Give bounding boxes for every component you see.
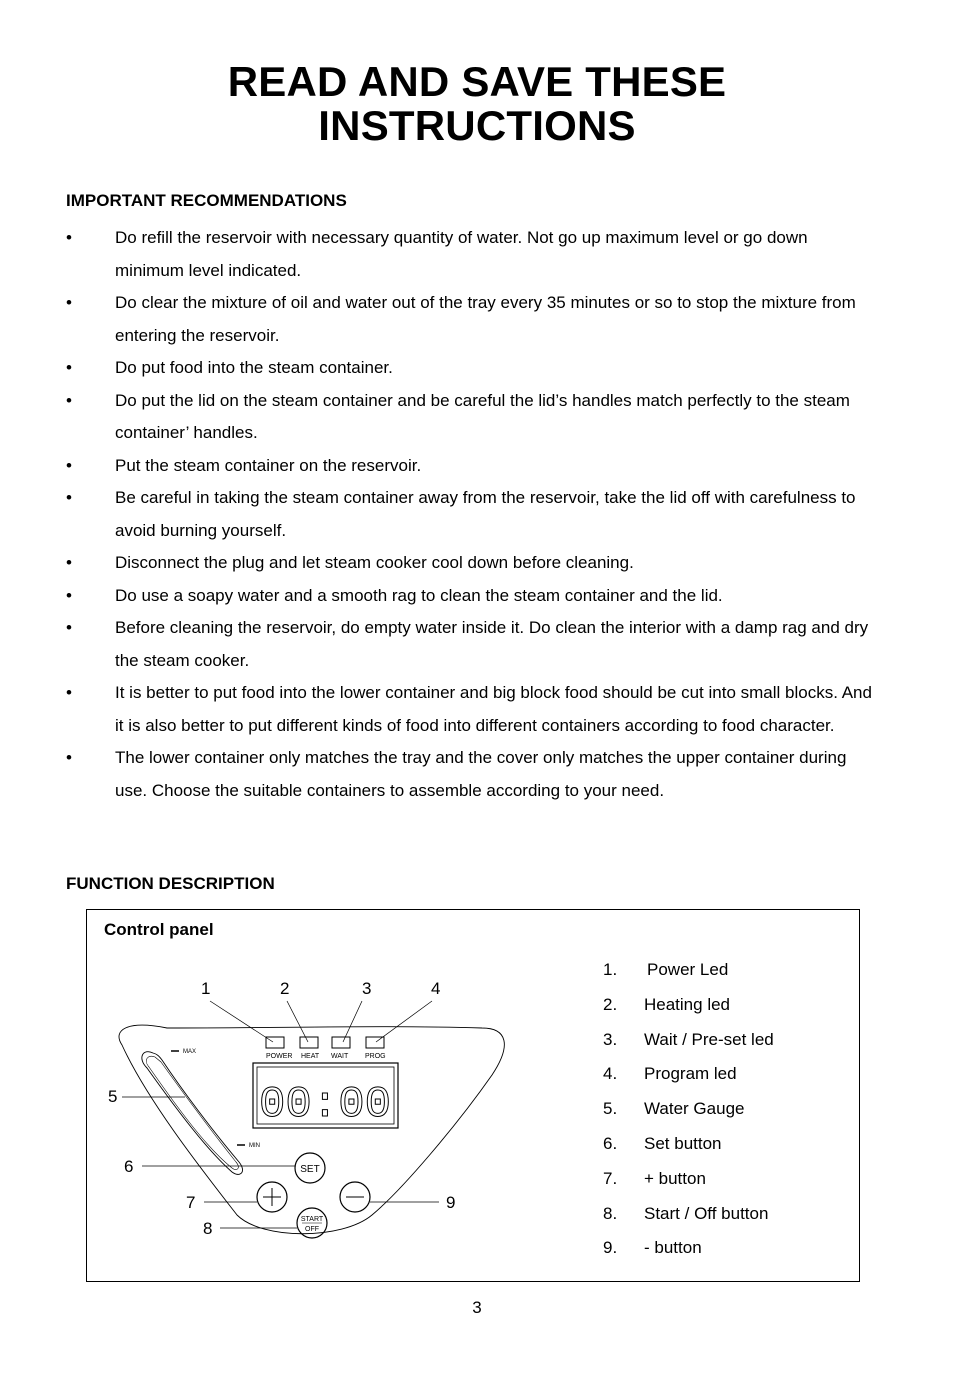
list-item bbox=[66, 450, 876, 483]
leader-line-3 bbox=[343, 1001, 362, 1042]
list-item-text: Do put the lid on the steam container and be careful the lid’s handles match perfectly to the steam container’ handles. bbox=[115, 390, 850, 442]
bullet: • bbox=[66, 293, 72, 312]
callout-2: 2 bbox=[280, 979, 290, 998]
bullet: • bbox=[66, 488, 72, 507]
list-item bbox=[66, 352, 876, 385]
control-panel-box bbox=[86, 909, 860, 1282]
bullet: • bbox=[66, 390, 72, 410]
list-item-text: The lower container only matches the tray and the cover only matches the upper container during use. Choose the suitable containers to assemble according to your need. bbox=[115, 748, 847, 800]
list-item-text: Do put food into the steam container. bbox=[115, 358, 393, 377]
bullet: • bbox=[66, 748, 72, 767]
list-item bbox=[66, 677, 876, 742]
legend-number: 4. bbox=[603, 1064, 618, 1084]
set-button-label: SET bbox=[300, 1164, 320, 1175]
time-display-digits: 00:00 bbox=[258, 1080, 392, 1130]
page-number: 3 bbox=[472, 1298, 482, 1317]
page-title bbox=[0, 60, 954, 148]
legend-label: - button bbox=[644, 1238, 702, 1258]
power-led bbox=[266, 1037, 284, 1048]
legend-label: + button bbox=[644, 1168, 706, 1188]
legend-number: 9. bbox=[603, 1238, 618, 1258]
legend-number: 6. bbox=[603, 1133, 618, 1153]
heat-led bbox=[300, 1037, 318, 1048]
list-item-text: Do refill the reservoir with necessary quantity of water. Not go up maximum level or go down minimum level indicated. bbox=[115, 228, 808, 280]
legend-label: Heating led bbox=[644, 994, 731, 1014]
off-button-label: OFF bbox=[305, 1226, 319, 1233]
prog-led-label: PROG bbox=[365, 1053, 386, 1060]
list-item-text: Disconnect the plug and let steam cooker cool down before cleaning. bbox=[115, 553, 634, 572]
bullet: • bbox=[66, 358, 72, 377]
wait-led bbox=[332, 1037, 350, 1048]
list-item bbox=[66, 482, 876, 547]
callout-9: 9 bbox=[446, 1193, 456, 1212]
callout-7: 7 bbox=[186, 1193, 196, 1212]
legend-label: Wait / Pre-set led bbox=[644, 1029, 774, 1049]
list-item bbox=[66, 742, 876, 807]
power-led-label: POWER bbox=[266, 1053, 293, 1060]
start-button-label: START bbox=[300, 1216, 324, 1223]
legend-number: 5. bbox=[603, 1099, 618, 1119]
legend-label: Set button bbox=[644, 1133, 722, 1153]
leader-line-1 bbox=[210, 1001, 273, 1042]
list-item-text: Do use a soapy water and a smooth rag to clean the steam container and the lid. bbox=[115, 585, 723, 605]
bullet: • bbox=[66, 553, 72, 572]
callout-5: 5 bbox=[108, 1087, 118, 1106]
callout-1: 1 bbox=[201, 979, 211, 998]
list-item bbox=[66, 580, 876, 613]
list-item bbox=[66, 222, 876, 287]
page-title-line-2: INSTRUCTIONS bbox=[318, 102, 636, 149]
leader-line-4 bbox=[376, 1001, 432, 1042]
bullet: • bbox=[66, 585, 72, 605]
list-item bbox=[66, 287, 876, 352]
legend-label: Start / Off button bbox=[644, 1203, 769, 1223]
list-item bbox=[66, 612, 876, 677]
callout-3: 3 bbox=[362, 979, 372, 998]
leader-line-2 bbox=[287, 1001, 308, 1042]
legend-number: 2. bbox=[603, 994, 618, 1014]
control-panel-diagram bbox=[87, 910, 597, 1280]
prog-led bbox=[366, 1037, 384, 1048]
recommendations-heading: IMPORTANT RECOMMENDATIONS bbox=[66, 191, 347, 210]
bullet: • bbox=[66, 455, 72, 475]
bullet: • bbox=[66, 228, 72, 247]
callout-8: 8 bbox=[203, 1219, 213, 1238]
recommendations-list bbox=[66, 222, 876, 807]
list-item-text: Be careful in taking the steam container away from the reservoir, take the lid off with carefulness to avoid burning yourself. bbox=[115, 488, 856, 540]
bullet: • bbox=[66, 618, 72, 637]
callout-4: 4 bbox=[431, 979, 441, 998]
legend-label: Water Gauge bbox=[644, 1099, 745, 1119]
max-label: MAX bbox=[183, 1049, 197, 1055]
list-item bbox=[66, 547, 876, 580]
legend-number: 8. bbox=[603, 1203, 618, 1223]
list-item-text: Do clear the mixture of oil and water out of the tray every 35 minutes or so to stop the mixture from entering the reservoir. bbox=[115, 293, 856, 345]
legend-label: Power Led bbox=[647, 960, 729, 979]
legend-number: 1. bbox=[603, 960, 618, 979]
list-item-text: Put the steam container on the reservoir. bbox=[115, 455, 422, 475]
min-label: MIN bbox=[249, 1143, 260, 1149]
legend-number: 3. bbox=[603, 1029, 618, 1049]
control-panel-title: Control panel bbox=[104, 920, 214, 939]
function-heading: FUNCTION DESCRIPTION bbox=[66, 874, 275, 893]
callout-6: 6 bbox=[124, 1157, 134, 1176]
wait-led-label: WAIT bbox=[331, 1053, 349, 1060]
list-item-text: It is better to put food into the lower container and big block food should be cut into small blocks. And it is also better to put different kinds of food into different containers according to food character. bbox=[115, 683, 872, 735]
heat-led-label: HEAT bbox=[301, 1053, 320, 1060]
page-title-line-1: READ AND SAVE THESE bbox=[227, 58, 727, 105]
list-item bbox=[66, 385, 876, 450]
legend-number: 7. bbox=[603, 1168, 618, 1188]
water-gauge-inner bbox=[146, 1056, 238, 1169]
list-item-text: Before cleaning the reservoir, do empty water inside it. Do clean the interior with a damp rag and dry the steam cooker. bbox=[115, 618, 869, 670]
bullet: • bbox=[66, 683, 72, 702]
legend-label: Program led bbox=[644, 1064, 737, 1084]
